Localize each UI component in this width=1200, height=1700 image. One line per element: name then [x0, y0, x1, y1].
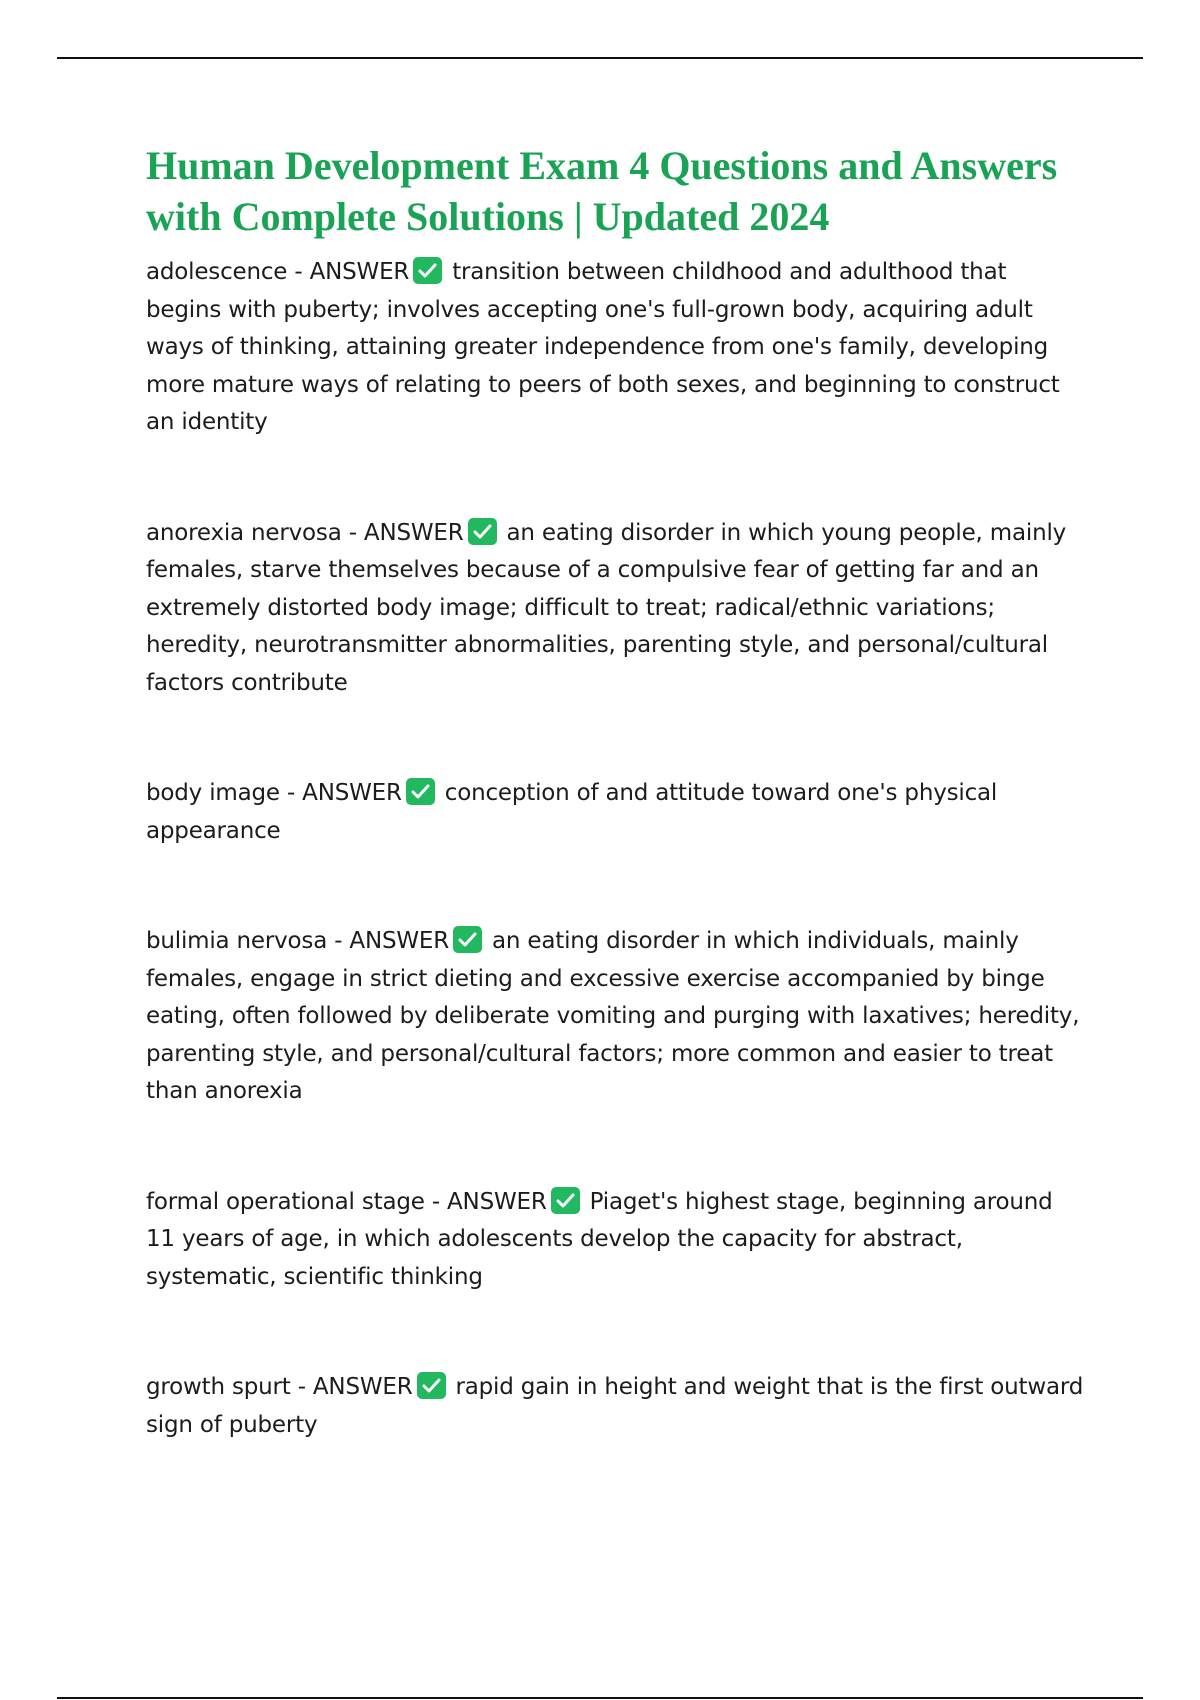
- checkmark-icon: [468, 518, 497, 545]
- checkmark-icon: [453, 926, 482, 953]
- checkmark-icon: [417, 1372, 446, 1399]
- checkmark-icon: [406, 778, 435, 805]
- entry-term: body image: [146, 780, 280, 806]
- entry-definition: rapid gain in height and weight that is the first outward sign of puberty: [146, 1374, 1084, 1438]
- entry-definition: Piaget's highest stage, beginning around 11 years of age, in which adolescents develop the capacity for abstract, systematic, scientific thinking: [146, 1188, 1053, 1290]
- qa-entry: [146, 1369, 1086, 1444]
- answer-label: - ANSWER: [424, 1188, 547, 1215]
- document-body: [146, 140, 1086, 1444]
- qa-entry: [146, 923, 1086, 1111]
- entry-definition: transition between childhood and adulthood that begins with puberty; involves accepting one's full-grown body, acquiring adult ways of thinking, attaining greater independence from one's family, developing more mature ways of relating to peers of both sexes, and beginning to construct an identity: [146, 259, 1060, 435]
- document-title: Human Development Exam 4 Questions and Answers with Complete Solutions | Updated 2024: [146, 143, 1058, 239]
- footer-rule: [57, 1697, 1143, 1699]
- header-rule: [57, 57, 1143, 59]
- checkmark-icon: [551, 1187, 580, 1214]
- answer-label: - ANSWER: [279, 780, 402, 806]
- answer-label: - ANSWER: [327, 928, 450, 954]
- entry-definition: an eating disorder in which individuals, mainly females, engage in strict dieting and excessive exercise accompanied by binge eating, often followed by deliberate vomiting and purging with laxatives; heredity, parenting style, and personal/cultural factors; more common and easier to treat than anorexia: [146, 928, 1080, 1104]
- qa-entry: [146, 254, 1086, 442]
- entry-term: growth spurt: [146, 1374, 291, 1400]
- answer-label: - ANSWER: [341, 519, 464, 546]
- answer-label: - ANSWER: [290, 1374, 413, 1400]
- checkmark-icon: [413, 257, 442, 284]
- qa-entry: [146, 775, 1086, 850]
- entry-term: formal operational stage: [146, 1188, 425, 1215]
- entry-definition: conception of and attitude toward one's physical appearance: [146, 780, 998, 844]
- qa-entry: [146, 515, 1086, 703]
- qa-entry: [146, 1184, 1086, 1297]
- entry-definition: an eating disorder in which young people, mainly females, starve themselves because of a compulsive fear of getting far and an extremely distorted body image; difficult to treat; radical/ethnic variations; heredity, neurotransmitter abnormalities, parenting style, and personal/cultural factors contribute: [146, 519, 1067, 696]
- answer-label: - ANSWER: [287, 259, 410, 285]
- entry-term: bulimia nervosa: [146, 928, 328, 954]
- entry-term: adolescence: [146, 259, 288, 285]
- entry-term: anorexia nervosa: [146, 519, 342, 546]
